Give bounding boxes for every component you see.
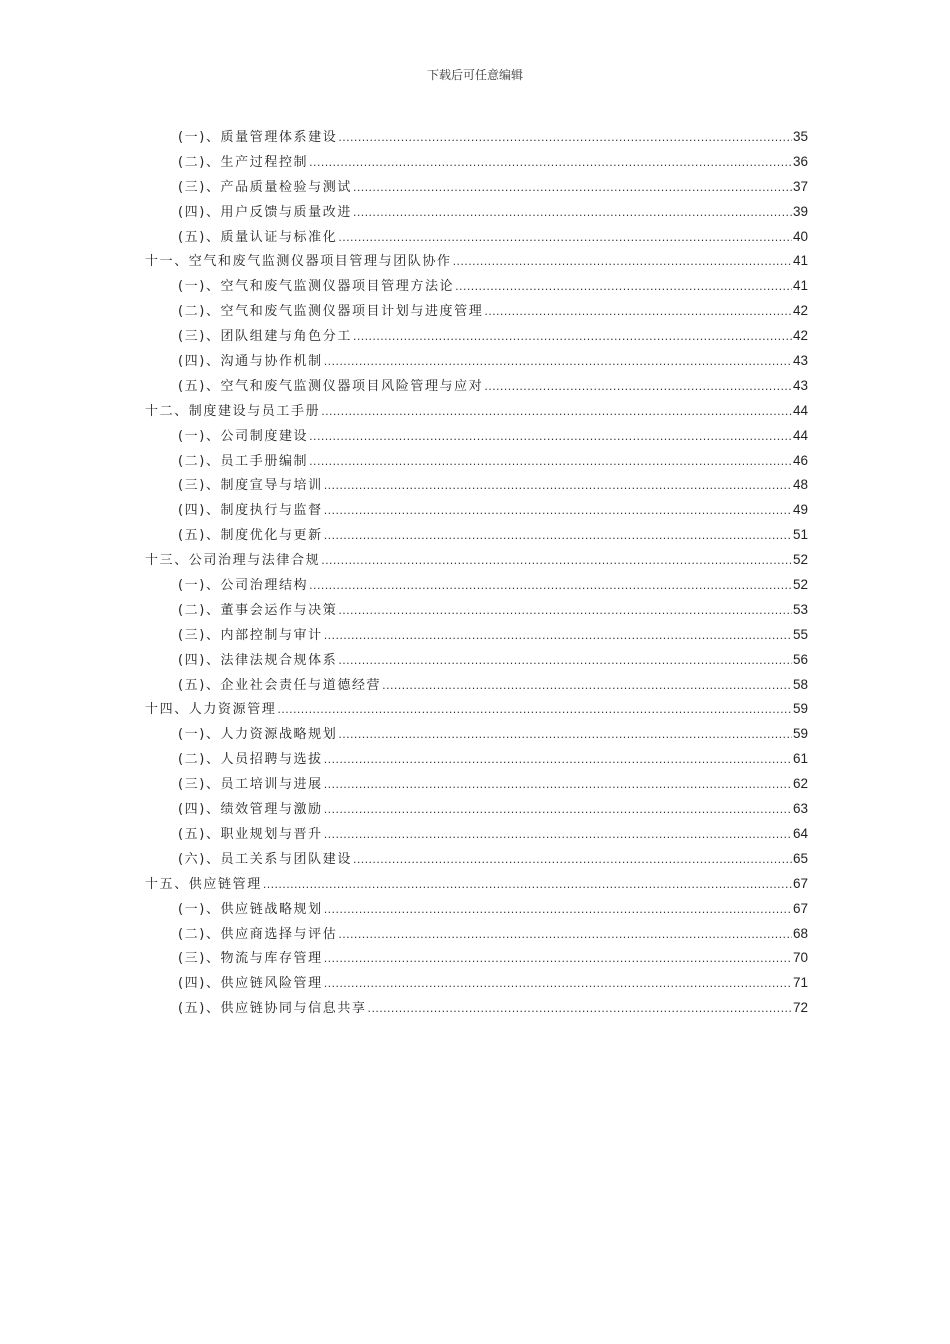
toc-entry-page-number: 39 <box>792 203 808 219</box>
dot-leader <box>324 972 792 997</box>
dot-leader <box>353 176 792 201</box>
dot-leader <box>338 649 792 674</box>
toc-entry-label: (二)、空气和废气监测仪器项目计划与进度管理 <box>178 304 484 320</box>
toc-entry-page-number: 37 <box>792 178 808 194</box>
toc-entry-label: 十三、公司治理与法律合规 <box>145 553 321 569</box>
dot-leader <box>324 350 792 375</box>
toc-entry-page-number: 35 <box>792 129 808 144</box>
toc-entry[interactable] <box>145 374 808 399</box>
dot-leader <box>321 549 792 574</box>
toc-entry[interactable] <box>145 225 808 250</box>
toc-entry-page-number: 68 <box>792 925 808 941</box>
dot-leader <box>309 425 792 450</box>
dot-leader <box>484 375 792 400</box>
toc-entry[interactable] <box>145 697 808 722</box>
toc-entry[interactable] <box>145 324 808 349</box>
toc-entry[interactable] <box>145 200 808 225</box>
toc-entry-label: (五)、职业规划与晋升 <box>178 826 323 842</box>
dot-leader <box>309 574 792 599</box>
toc-entry-page-number: 41 <box>792 253 808 269</box>
dot-leader <box>309 151 792 176</box>
toc-entry-page-number: 67 <box>792 900 808 916</box>
toc-entry-label: (五)、供应链协同与信息共享 <box>178 1001 367 1017</box>
toc-entry-page-number: 44 <box>792 402 808 418</box>
toc-entry-label: (四)、法律法规合规体系 <box>178 652 338 668</box>
toc-entry-page-number: 41 <box>792 278 808 294</box>
toc-entry-page-number: 65 <box>792 850 808 866</box>
toc-entry-label: (三)、员工培训与进展 <box>178 777 323 793</box>
toc-entry[interactable] <box>145 872 808 897</box>
toc-entry-label: (一)、人力资源战略规划 <box>178 727 338 743</box>
dot-leader <box>277 698 792 723</box>
toc-entry[interactable] <box>145 722 808 747</box>
toc-entry-label: (一)、公司制度建设 <box>178 428 309 444</box>
dot-leader <box>338 126 792 151</box>
toc-entry-page-number: 67 <box>792 875 808 891</box>
toc-entry[interactable] <box>145 648 808 673</box>
toc-entry-page-number: 43 <box>792 377 808 393</box>
toc-entry[interactable] <box>145 797 808 822</box>
toc-entry[interactable] <box>145 424 808 449</box>
toc-entry[interactable] <box>145 623 808 648</box>
toc-entry-label: (二)、员工手册编制 <box>178 453 309 469</box>
toc-entry[interactable] <box>145 971 808 996</box>
toc-entry-label: (二)、生产过程控制 <box>178 154 309 170</box>
toc-entry[interactable] <box>145 175 808 200</box>
toc-entry-label: (二)、人员招聘与选拔 <box>178 752 323 768</box>
dot-leader <box>324 823 792 848</box>
dot-leader <box>338 599 792 624</box>
toc-entry[interactable] <box>145 449 808 474</box>
toc-entry-page-number: 36 <box>792 153 808 169</box>
toc-entry-label: (五)、质量认证与标准化 <box>178 229 338 245</box>
toc-entry-label: (五)、空气和废气监测仪器项目风险管理与应对 <box>178 378 484 394</box>
toc-entry-label: (三)、产品质量检验与测试 <box>178 179 352 195</box>
dot-leader <box>324 499 792 524</box>
toc-entry[interactable] <box>145 523 808 548</box>
toc-entry[interactable] <box>145 996 808 1021</box>
dot-leader <box>338 226 792 251</box>
dot-leader <box>324 748 792 773</box>
dot-leader <box>368 997 792 1022</box>
toc-entry-page-number: 52 <box>792 577 808 593</box>
toc-entry-page-number: 64 <box>792 825 808 841</box>
toc-entry-page-number: 40 <box>792 228 808 244</box>
dot-leader <box>455 275 792 300</box>
toc-entry-label: (一)、公司治理结构 <box>178 578 309 594</box>
toc-entry-label: 十四、人力资源管理 <box>145 702 277 718</box>
toc-entry-label: (四)、绩效管理与激励 <box>178 802 323 818</box>
dot-leader <box>324 773 792 798</box>
toc-entry[interactable] <box>145 573 808 598</box>
toc-entry-page-number: 43 <box>792 353 808 369</box>
toc-entry-page-number: 61 <box>792 751 808 767</box>
toc-entry[interactable] <box>145 349 808 374</box>
toc-entry-page-number: 49 <box>792 502 808 518</box>
toc-entry-label: (三)、团队组建与角色分工 <box>178 329 352 345</box>
dot-leader <box>321 400 792 425</box>
dot-leader <box>484 300 792 325</box>
toc-entry[interactable] <box>145 473 808 498</box>
toc-entry-label: (三)、内部控制与审计 <box>178 627 323 643</box>
toc-entry-label: (四)、用户反馈与质量改进 <box>178 204 352 220</box>
toc-entry[interactable] <box>145 673 808 698</box>
toc-entry-page-number: 70 <box>792 950 808 966</box>
toc-entry-page-number: 58 <box>792 676 808 692</box>
toc-entry-label: 十一、空气和废气监测仪器项目管理与团队协作 <box>145 254 452 270</box>
dot-leader <box>353 325 792 350</box>
toc-entry-page-number: 62 <box>792 776 808 792</box>
toc-entry[interactable] <box>145 125 808 150</box>
toc-entry-label: 十五、供应链管理 <box>145 876 262 892</box>
toc-entry[interactable] <box>145 299 808 324</box>
table-of-contents <box>145 125 808 1021</box>
toc-entry[interactable] <box>145 249 808 274</box>
toc-entry-label: (三)、物流与库存管理 <box>178 951 323 967</box>
toc-entry-page-number: 52 <box>792 552 808 568</box>
toc-entry[interactable] <box>145 498 808 523</box>
toc-entry-page-number: 51 <box>792 527 808 543</box>
toc-entry[interactable] <box>145 822 808 847</box>
toc-entry-label: (二)、董事会运作与决策 <box>178 602 338 618</box>
toc-entry-page-number: 53 <box>792 601 808 617</box>
toc-entry-page-number: 59 <box>792 726 808 742</box>
toc-entry[interactable] <box>145 274 808 299</box>
dot-leader <box>263 873 792 898</box>
dot-leader <box>324 624 792 649</box>
dot-leader <box>324 524 792 549</box>
toc-entry-label: (四)、供应链风险管理 <box>178 976 323 992</box>
toc-entry-label: (一)、供应链战略规划 <box>178 901 323 917</box>
dot-leader <box>453 250 792 275</box>
toc-entry-page-number: 72 <box>792 1000 808 1016</box>
toc-entry-label: (五)、企业社会责任与道德经营 <box>178 677 382 693</box>
toc-entry-page-number: 42 <box>792 303 808 319</box>
toc-entry-page-number: 55 <box>792 626 808 642</box>
toc-entry-label: (五)、制度优化与更新 <box>178 528 323 544</box>
dot-leader <box>353 201 792 226</box>
toc-entry[interactable] <box>145 548 808 573</box>
toc-entry-label: 十二、制度建设与员工手册 <box>145 403 321 419</box>
toc-entry-page-number: 56 <box>792 651 808 667</box>
toc-entry-page-number: 48 <box>792 477 808 493</box>
toc-entry-page-number: 63 <box>792 801 808 817</box>
toc-entry-page-number: 46 <box>792 452 808 468</box>
toc-entry[interactable] <box>145 772 808 797</box>
page-header: 下载后可任意编辑 <box>426 68 523 82</box>
toc-entry[interactable] <box>145 399 808 424</box>
toc-entry-label: (六)、员工关系与团队建设 <box>178 851 352 867</box>
dot-leader <box>309 450 792 475</box>
toc-entry[interactable] <box>145 598 808 623</box>
toc-entry-page-number: 44 <box>792 427 808 443</box>
dot-leader <box>353 848 792 873</box>
dot-leader <box>324 947 792 972</box>
toc-entry-page-number: 71 <box>792 975 808 991</box>
toc-entry[interactable] <box>145 150 808 175</box>
dot-leader <box>324 798 792 823</box>
dot-leader <box>338 923 792 948</box>
toc-entry[interactable] <box>145 946 808 971</box>
toc-entry-page-number: 59 <box>792 701 808 717</box>
toc-entry-label: (四)、沟通与协作机制 <box>178 354 323 370</box>
toc-entry-label: (二)、供应商选择与评估 <box>178 926 338 942</box>
toc-entry[interactable] <box>145 897 808 922</box>
dot-leader <box>382 674 792 699</box>
toc-entry[interactable] <box>145 847 808 872</box>
toc-entry-label: (一)、质量管理体系建设 <box>178 130 338 145</box>
toc-entry-label: (四)、制度执行与监督 <box>178 503 323 519</box>
dot-leader <box>324 474 792 499</box>
toc-entry[interactable] <box>145 747 808 772</box>
toc-entry-page-number: 42 <box>792 328 808 344</box>
toc-entry-label: (一)、空气和废气监测仪器项目管理方法论 <box>178 279 455 295</box>
dot-leader <box>338 723 792 748</box>
dot-leader <box>324 898 792 923</box>
toc-entry[interactable] <box>145 922 808 947</box>
toc-entry-label: (三)、制度宣导与培训 <box>178 478 323 494</box>
